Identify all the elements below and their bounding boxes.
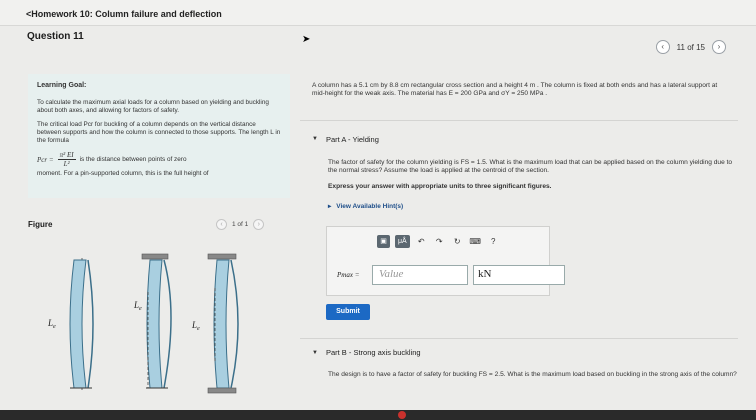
formula-denominator: L² — [63, 160, 70, 168]
part-a-header[interactable] — [300, 131, 738, 147]
divider — [300, 120, 738, 121]
divider — [300, 338, 738, 339]
column-figure[interactable] — [40, 252, 260, 402]
problem-statement: A column has a 5.1 cm by 8.8 cm rectangular cross section and a height 4 m . The column is fixed at both ends and has a lateral support at mid-height for the weak axis. The material has E = 200 GPa and σY = 250 MPa . — [312, 82, 718, 97]
mouse-cursor-icon: ➤ — [302, 34, 311, 45]
learning-goal-title: Learning Goal: — [37, 82, 87, 89]
submit-button[interactable]: Submit — [326, 304, 370, 320]
undo-icon[interactable]: ↶ — [417, 237, 425, 246]
formula-lhs: Pcr = — [37, 155, 54, 164]
figure-pager — [216, 219, 264, 230]
critical-load-text: The critical load Pcr for buckling of a column depends on the vertical distance between supports and how the column is connected to those supports. The length L in the formula — [37, 121, 281, 144]
expand-hints-icon: ▸ — [328, 203, 332, 210]
part-a-instructions: Express your answer with appropriate units to three significant figures. — [328, 183, 552, 190]
column-3-length-label: $L_e$ — [192, 320, 200, 332]
keyboard-icon[interactable]: ⌨ — [469, 237, 481, 246]
question-title: Question 11 — [27, 31, 84, 42]
fixed-pinned-column-diagram — [133, 254, 171, 388]
figure-pager-text: 1 of 1 — [232, 221, 249, 228]
learning-goal-panel — [28, 74, 290, 198]
unit-input[interactable]: kN — [473, 265, 565, 285]
euler-formula — [37, 151, 281, 168]
fixed-fixed-column-diagram — [191, 254, 238, 393]
templates-icon[interactable]: ▣ — [377, 235, 390, 248]
taskbar-app-icon[interactable] — [398, 411, 406, 419]
help-icon[interactable]: ? — [490, 237, 496, 246]
figure-next-button[interactable]: › — [253, 219, 264, 230]
collapse-caret-icon: ▼ — [312, 349, 318, 356]
part-a-title: Part A - Yielding — [325, 134, 379, 144]
collapse-caret-icon: ▼ — [312, 136, 318, 142]
answer-box — [326, 226, 550, 296]
taskbar — [0, 410, 756, 420]
pinned-column-diagram — [47, 258, 93, 390]
formula-fraction — [58, 151, 76, 168]
reset-icon[interactable]: ↻ — [453, 237, 461, 246]
part-b-title: Part B - Strong axis buckling — [325, 348, 421, 357]
figure-label: Figure — [28, 220, 53, 229]
top-bar — [0, 0, 756, 26]
next-question-button[interactable]: › — [712, 40, 726, 54]
question-pager-text: 11 of 15 — [676, 42, 705, 52]
formula-numerator: π² EI — [59, 151, 74, 159]
figure-prev-button[interactable]: ‹ — [216, 219, 227, 230]
figure-header — [28, 220, 290, 229]
part-b-section — [300, 348, 738, 379]
question-pager — [656, 40, 726, 54]
value-input[interactable]: Value — [372, 265, 468, 285]
column-2-length-label: $L_e$ — [134, 300, 142, 312]
moment-text: moment. For a pin-supported column, this is the full height of — [37, 170, 209, 177]
view-hints-link[interactable] — [328, 203, 738, 211]
units-button[interactable]: μÅ — [395, 235, 410, 248]
column-1-length-label: $L_e$ — [48, 318, 56, 330]
view-hints-label: View Available Hint(s) — [336, 203, 404, 210]
answer-row — [337, 265, 565, 285]
part-a-question: The factor of safety for the column yielding is FS = 1.5. What is the maximum load that can be applied based on the column yielding due to the normal stress? Assume the load is applied at the centroid of the section. — [328, 159, 733, 174]
part-b-header[interactable] — [300, 348, 738, 357]
answer-toolbar — [377, 235, 500, 248]
back-to-assignment-link[interactable]: <Homework 10: Column failure and deflection — [26, 9, 222, 19]
question-content — [300, 74, 738, 378]
formula-tail-text: is the distance between points of zero — [79, 155, 187, 163]
part-a-body — [300, 159, 738, 211]
pmax-label: Pmax = — [337, 271, 360, 279]
learning-goal-text: To calculate the maximum axial loads for a column based on yielding and buckling about both axes, and allowing for factors of safety. — [37, 99, 269, 114]
redo-icon[interactable]: ↷ — [435, 237, 443, 246]
previous-question-button[interactable]: ‹ — [656, 40, 670, 54]
part-b-question: The design is to have a factor of safety for buckling FS = 2.5. What is the maximum load based on buckling in the strong axis of the column? — [328, 371, 737, 378]
